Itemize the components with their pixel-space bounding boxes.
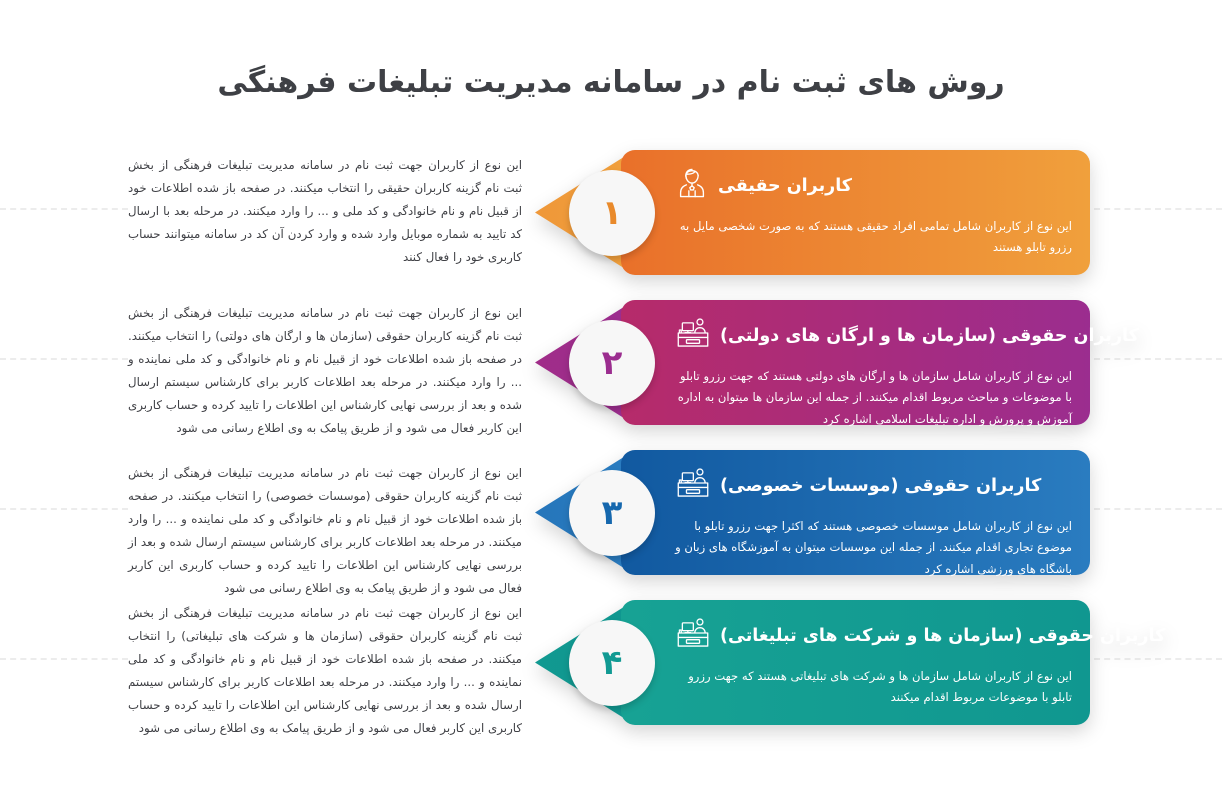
connector-line-right [1094,658,1222,660]
banner-description: این نوع از کاربران شامل سازمان ها و شرکت های تبلیغاتی هستند که جهت رزرو تابلو با موضوعات مربوط اقدام میکنند [688,668,1072,705]
organization-desk-icon [675,466,711,507]
step-banner[interactable] [535,600,1166,725]
step-explanation: این نوع از کاربران جهت ثبت نام در سامانه مدیریت تبلیغات فرهنگی از بخش ثبت نام گزینه کاربران حقیقی را انتخاب میکنند. در صفحه باز شده اطلاعات خود از قبیل نام و نام خانوادگی و کد ملی و ... را وارد میکنند. در مرحله بعد با ارسال کد تایید به شماره موبایل وارد شده و وارد کردن آن کد در سامانه میتوانند حساب کاربری خود را فعال کنند [128,158,522,264]
step-explanation: این نوع از کاربران جهت ثبت نام در سامانه مدیریت تبلیغات فرهنگی از بخش ثبت نام گزینه کاربران حقوقی (موسسات خصوصی) را انتخاب میکنند. در صفحه باز شده اطلاعات خود از قبیل نام و نام خانوادگی و کد ملی نماینده و ... را وارد میکنند. در مرحله بعد اطلاعات کاربر برای کارشناس سیستم ارسال شده و بعد از بررسی نهایی کارشناس این اطلاعات را تایید کرده و حساب کاربری این کاربر فعال می شود و از طریق پیامک به وی اطلاع رسانی می شود [128,466,522,595]
step-row [0,600,1222,750]
step-number-badge [569,320,655,406]
banner-heading-label: کاربران حقوقی (موسسات خصوصی) [720,476,1042,496]
banner-text [675,166,1072,259]
person-icon [675,166,709,207]
page-title: روش های ثبت نام در سامانه مدیریت تبلیغات فرهنگی [217,65,1005,100]
banner-heading-label: کاربران حقوقی (سازمان ها و شرکت های تبلیغاتی) [720,626,1166,646]
banner-heading [675,316,1139,357]
step-banner[interactable] [535,150,1090,275]
banner-heading-label: کاربران حقوقی (سازمان ها و ارگان های دولتی) [720,326,1139,346]
connector-line-right [1094,208,1222,210]
step-explanation: این نوع از کاربران جهت ثبت نام در سامانه مدیریت تبلیغات فرهنگی از بخش ثبت نام گزینه کاربران حقوقی (سازمان ها و ارگان های دولتی) را انتخاب میکنند. در صفحه باز شده اطلاعات خود از قبیل نام و نام خانوادگی و کد ملی نماینده و ... را وارد میکنند. در مرحله بعد اطلاعات کاربر برای کارشناس سیستم ارسال شده و بعد از بررسی نهایی کارشناس این اطلاعات را تایید کرده و حساب کاربری این کاربر فعال می شود و از طریق پیامک به وی اطلاع رسانی می شود [128,306,522,435]
step-number-badge [569,470,655,556]
step-row [0,300,1222,450]
organization-desk-icon [675,616,711,657]
connector-line-left [0,658,128,660]
connector-line-right [1094,508,1222,510]
connector-line-left [0,508,128,510]
banner-description: این نوع از کاربران شامل موسسات خصوصی هستند که اکثرا جهت رزرو تابلو با موضوع تجاری اقدام میکنند. از جمله این موسسات میتوان به آموزشگاه های زبان و باشگاه های ورزشی اشاره کرد [675,518,1072,576]
organization-desk-icon [675,316,711,357]
step-banner[interactable] [535,450,1090,575]
banner-text [675,316,1139,430]
step-number: ۱ [601,192,623,233]
banner-text [675,616,1166,709]
connector-line-right [1094,358,1222,360]
step-number-badge [569,620,655,706]
connector-line-left [0,358,128,360]
step-number-badge [569,170,655,256]
banner-heading-label: کاربران حقیقی [718,176,852,196]
steps-list [0,150,1222,750]
banner-heading [675,616,1166,657]
step-number: ۲ [601,342,623,383]
banner-heading [675,466,1072,507]
banner-text [675,466,1072,580]
banner-description: این نوع از کاربران شامل تمامی افراد حقیقی هستند که به صورت شخصی مایل به رزرو تابلو هستند [679,218,1072,255]
connector-line-left [0,208,128,210]
step-row [0,450,1222,600]
banner-description: این نوع از کاربران شامل سازمان ها و ارگان های دولتی هستند که جهت رزرو تابلو با موضوعات و مباحث مربوط اقدام میکنند. از جمله این سازمان ها میتوان به اداره آموزش و پرورش و اداره تبلیغات اسلامی اشاره کرد [677,368,1072,426]
step-row [0,150,1222,300]
step-number: ۴ [601,642,623,683]
step-number: ۳ [601,492,623,533]
banner-heading [675,166,1072,207]
step-banner[interactable] [535,300,1139,426]
step-explanation: این نوع از کاربران جهت ثبت نام در سامانه مدیریت تبلیغات فرهنگی از بخش ثبت نام گزینه کاربران حقوقی (سازمان ها و شرکت های تبلیغاتی) را انتخاب میکنند. در صفحه باز شده اطلاعات خود از قبیل نام و نام خانوادگی و کد ملی نماینده و ... را وارد میکنند. در مرحله بعد اطلاعات کاربر برای کارشناس سیستم ارسال شده و بعد از بررسی نهایی کارشناس این اطلاعات را تایید کرده و حساب کاربری این کاربر فعال می شود و از طریق پیامک به وی اطلاع رسانی می شود [128,606,522,735]
